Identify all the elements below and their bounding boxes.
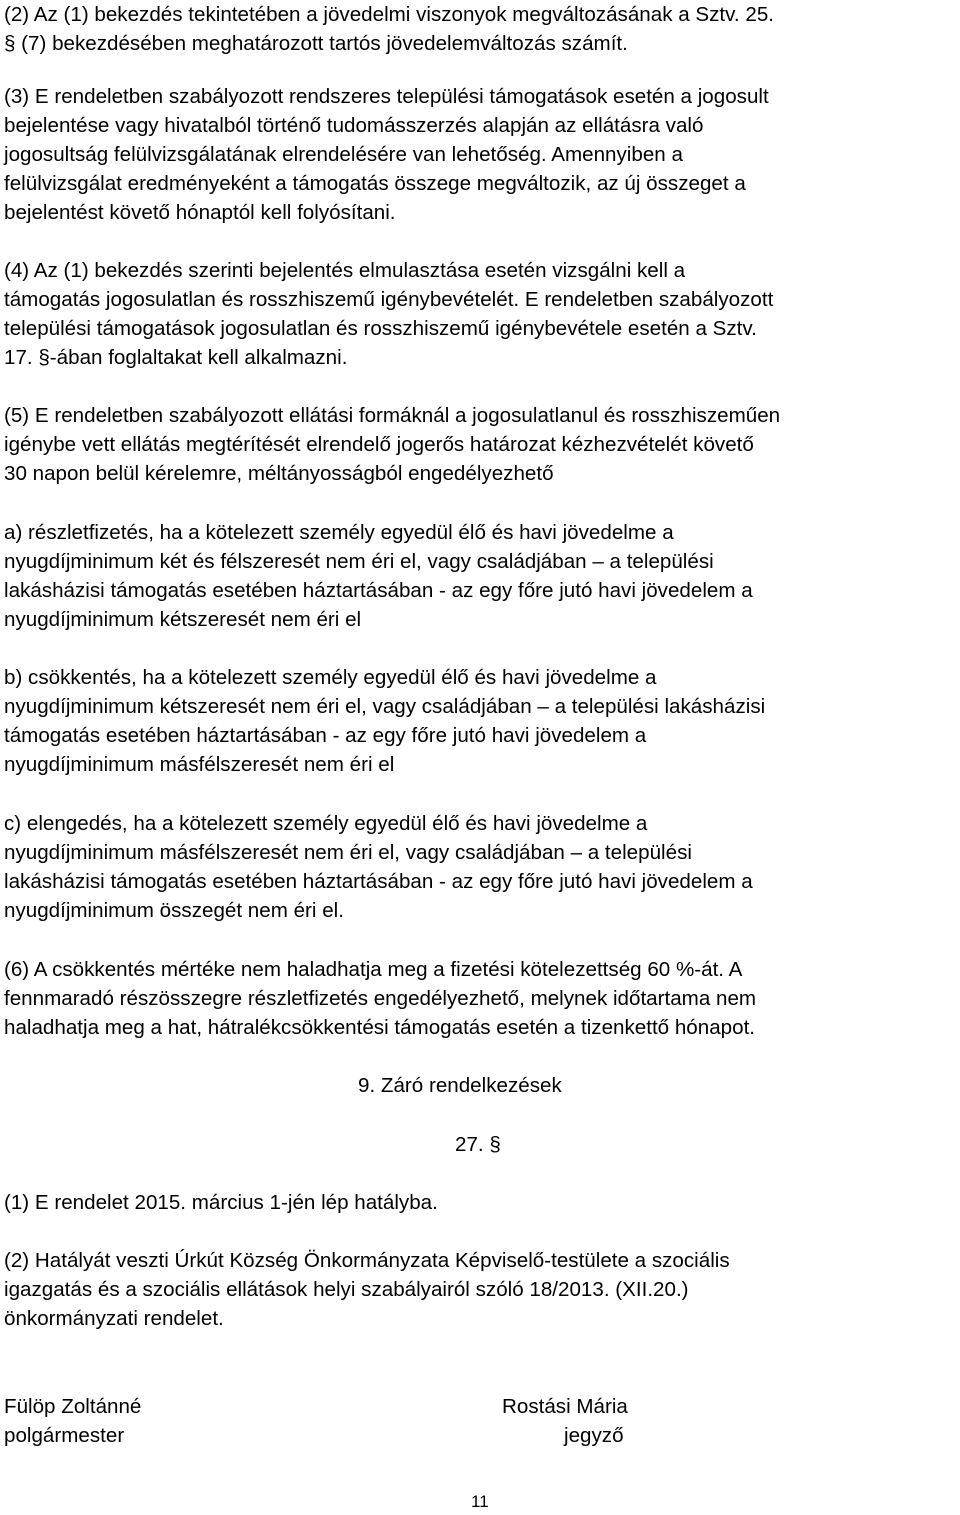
- text-line: bejelentést követő hónaptól kell folyósítani.: [4, 201, 396, 224]
- text-line: igénybe vett ellátás megtérítését elrendelő jogerős határozat kézhezvételét követő: [4, 433, 754, 456]
- text-line: (4) Az (1) bekezdés szerinti bejelentés elmulasztása esetén vizsgálni kell a: [4, 259, 686, 282]
- paragraph-5-a: [4, 518, 956, 634]
- text-line: (3) E rendeletben szabályozott rendszeres települési támogatások esetén a jogosult: [4, 85, 769, 108]
- text-line: jogosultság felülvizsgálatának elrendelésére van lehetőség. Amennyiben a: [4, 143, 683, 166]
- page-number: 11: [471, 1492, 489, 1511]
- paragraph-6: [4, 955, 956, 1042]
- text-line: támogatás esetében háztartásában - az egy főre jutó havi jövedelem a: [4, 724, 647, 747]
- paragraph-2: [4, 0, 956, 58]
- signature-right: [502, 1392, 628, 1450]
- signature-left: [4, 1392, 141, 1450]
- signatory-title: polgármester: [4, 1424, 125, 1447]
- text-line: a) részletfizetés, ha a kötelezett személy egyedül élő és havi jövedelme a: [4, 521, 674, 544]
- signatory-title: jegyző: [564, 1424, 624, 1447]
- text-line: nyugdíjminimum kétszeresét nem éri el, vagy családjában – a települési lakásházisi: [4, 695, 766, 718]
- text-line: (1) E rendelet 2015. március 1-jén lép hatályba.: [4, 1191, 438, 1214]
- final-paragraph-2: [4, 1246, 956, 1333]
- section-heading: 27. §: [455, 1133, 501, 1156]
- text-line: (2) Hatályát veszti Úrkút Község Önkormányzata Képviselő-testülete a szociális: [4, 1249, 730, 1272]
- text-line: fennmaradó részösszegre részletfizetés engedélyezhető, melynek időtartama nem: [4, 987, 757, 1010]
- paragraph-5-c: [4, 809, 956, 925]
- text-line: (5) E rendeletben szabályozott ellátási formáknál a jogosulatlanul és rosszhiszeműen: [4, 404, 781, 427]
- text-line: (6) A csökkentés mértéke nem haladhatja meg a fizetési kötelezettség 60 %-át. A: [4, 958, 743, 981]
- text-line: 17. §-ában foglaltakat kell alkalmazni.: [4, 346, 348, 369]
- text-line: bejelentése vagy hivatalból történő tudomásszerzés alapján az ellátásra való: [4, 114, 704, 137]
- paragraph-4: [4, 256, 956, 372]
- text-line: nyugdíjminimum kétszeresét nem éri el: [4, 608, 362, 631]
- text-line: nyugdíjminimum másfélszeresét nem éri el: [4, 753, 395, 776]
- text-line: felülvizsgálat eredményeként a támogatás összege megváltozik, az új összeget a: [4, 172, 746, 195]
- final-paragraph-1: [4, 1188, 956, 1217]
- text-line: haladhatja meg a hat, hátralékcsökkentési támogatás esetén a tizenkettő hónapot.: [4, 1016, 756, 1039]
- text-line: c) elengedés, ha a kötelezett személy egyedül élő és havi jövedelme a: [4, 812, 648, 835]
- text-line: települési támogatások jogosulatlan és rosszhiszemű igénybevétele esetén a Sztv.: [4, 317, 757, 340]
- text-line: lakásházisi támogatás esetében háztartásában - az egy főre jutó havi jövedelem a: [4, 870, 753, 893]
- text-line: (2) Az (1) bekezdés tekintetében a jövedelmi viszonyok megváltozásának a Sztv. 25.: [4, 3, 774, 26]
- text-line: nyugdíjminimum két és félszeresét nem éri el, vagy családjában – a települési: [4, 550, 714, 573]
- text-line: igazgatás és a szociális ellátások helyi szabályairól szóló 18/2013. (XII.20.): [4, 1278, 689, 1301]
- text-line: támogatás jogosulatlan és rosszhiszemű igénybevételét. E rendeletben szabályozott: [4, 288, 774, 311]
- paragraph-5: [4, 401, 956, 488]
- paragraph-3: [4, 82, 956, 227]
- text-line: § (7) bekezdésében meghatározott tartós jövedelemváltozás számít.: [4, 32, 628, 55]
- text-line: nyugdíjminimum másfélszeresét nem éri el, vagy családjában – a települési: [4, 841, 692, 864]
- text-line: lakásházisi támogatás esetében háztartásában - az egy főre jutó havi jövedelem a: [4, 579, 753, 602]
- document-page: [4, 0, 956, 1515]
- text-line: b) csökkentés, ha a kötelezett személy egyedül élő és havi jövedelme a: [4, 666, 657, 689]
- signatory-name: Fülöp Zoltánné: [4, 1395, 142, 1418]
- text-line: nyugdíjminimum összegét nem éri el.: [4, 899, 344, 922]
- text-line: önkormányzati rendelet.: [4, 1307, 224, 1330]
- signatory-name: Rostási Mária: [502, 1395, 628, 1418]
- chapter-heading: 9. Záró rendelkezések: [358, 1074, 562, 1097]
- text-line: 30 napon belül kérelemre, méltányosságból engedélyezhető: [4, 462, 554, 485]
- paragraph-5-b: [4, 663, 956, 779]
